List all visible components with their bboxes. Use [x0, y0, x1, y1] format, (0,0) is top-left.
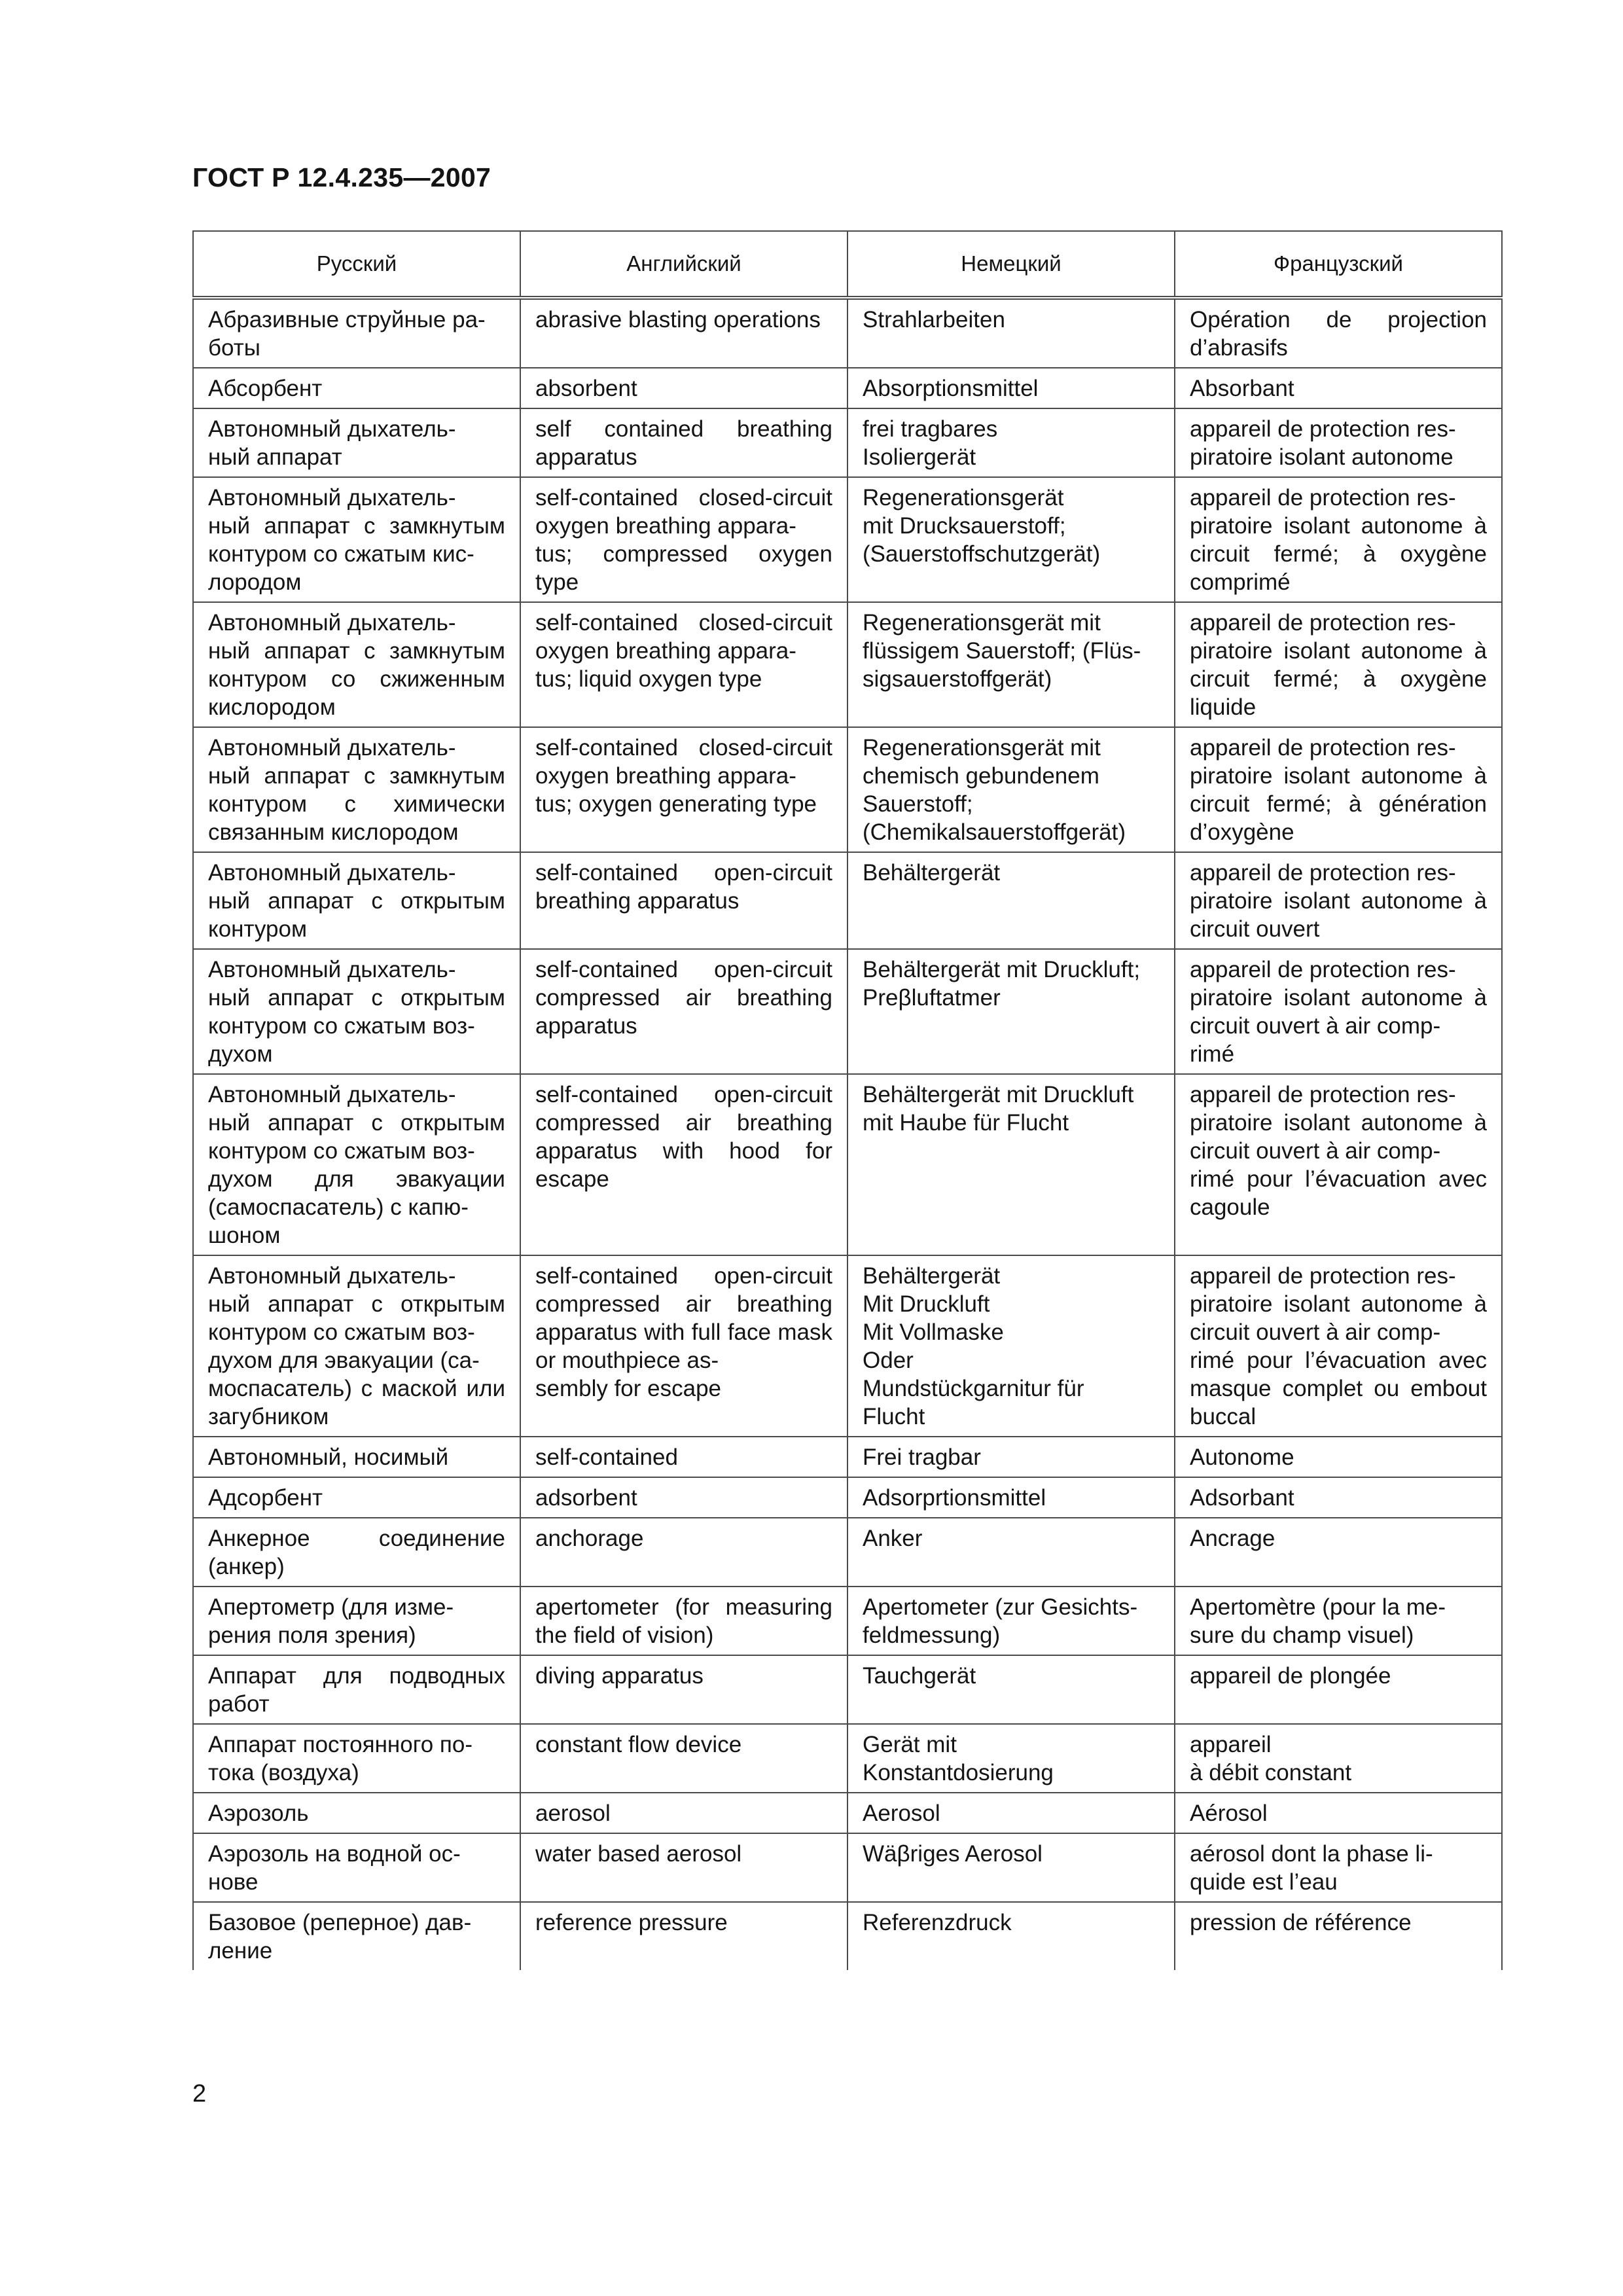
table-row [193, 1902, 1502, 1970]
table-row [193, 298, 1502, 368]
table-row [193, 1724, 1502, 1793]
term-french: appareil de protection res- piratoire isolant autonome à circuit ouvert [1175, 852, 1502, 949]
term-russian: Автономный дыхатель- ный аппарат с замкнутым контуром со сжатым кис- лородом [193, 477, 520, 602]
term-english: self-contained open-circuit compressed air breathing apparatus [520, 949, 847, 1074]
term-german: Strahlarbeiten [847, 298, 1175, 368]
table-row [193, 1518, 1502, 1587]
term-russian: Автономный дыхатель- ный аппарат с открытым контуром со сжатым воз- духом для эвакуации (самоспасатель) с капю- шоном [193, 1074, 520, 1255]
term-english: self-contained closed-circuit oxygen breathing appara- tus; liquid oxygen type [520, 602, 847, 727]
term-english: aerosol [520, 1793, 847, 1833]
table-row [193, 368, 1502, 408]
term-german: Behältergerät mit Druckluft mit Haube für Flucht [847, 1074, 1175, 1255]
term-german: Behältergerät Mit Druckluft Mit Vollmaske Oder Mundstückgarnitur für Flucht [847, 1255, 1175, 1437]
term-english: self-contained closed-circuit oxygen breathing appara- tus; oxygen generating type [520, 727, 847, 852]
term-german: Regenerationsgerät mit flüssigem Sauerstoff; (Flüs- sigsauerstoffgerät) [847, 602, 1175, 727]
term-french: appareil de protection res- piratoire isolant autonome à circuit ouvert à air comp- rimé [1175, 949, 1502, 1074]
term-russian: Автономный дыхатель- ный аппарат с открытым контуром [193, 852, 520, 949]
page-number: 2 [192, 2080, 207, 2108]
term-english: self contained breathing apparatus [520, 408, 847, 477]
term-russian: Автономный, носимый [193, 1437, 520, 1477]
term-german: Gerät mit Konstantdosierung [847, 1724, 1175, 1793]
term-english: adsorbent [520, 1477, 847, 1518]
term-russian: Аппарат постоянного по- тока (воздуха) [193, 1724, 520, 1793]
term-french: appareil de protection res- piratoire isolant autonome à circuit ouvert à air comp- rimé pour l’évacuation avec cagoule [1175, 1074, 1502, 1255]
term-english: apertometer (for measuring the field of vision) [520, 1587, 847, 1655]
column-header-russian: Русский [193, 231, 520, 298]
term-russian: Адсорбент [193, 1477, 520, 1518]
column-header-german: Немецкий [847, 231, 1175, 298]
term-french: appareil de protection res- piratoire isolant autonome à circuit ouvert à air comp- rimé pour l’évacuation avec masque complet ou embout buccal [1175, 1255, 1502, 1437]
table-row [193, 1255, 1502, 1437]
term-russian: Автономный дыхатель- ный аппарат [193, 408, 520, 477]
term-german: Apertometer (zur Gesichts- feldmessung) [847, 1587, 1175, 1655]
term-english: diving apparatus [520, 1655, 847, 1724]
term-french: pression de référence [1175, 1902, 1502, 1970]
table-row [193, 1587, 1502, 1655]
table-row [193, 1655, 1502, 1724]
term-french: appareil de plongée [1175, 1655, 1502, 1724]
term-german: frei tragbares Isoliergerät [847, 408, 1175, 477]
term-russian: Автономный дыхатель- ный аппарат с открытым контуром со сжатым воз- духом для эвакуации (са- моспасатель) с маской или загубником [193, 1255, 520, 1437]
term-german: Anker [847, 1518, 1175, 1587]
table-row [193, 727, 1502, 852]
term-french: Ancrage [1175, 1518, 1502, 1587]
column-header-english: Английский [520, 231, 847, 298]
term-german: Frei tragbar [847, 1437, 1175, 1477]
table-row [193, 408, 1502, 477]
term-french: Autonome [1175, 1437, 1502, 1477]
term-english: self-contained [520, 1437, 847, 1477]
term-english: anchorage [520, 1518, 847, 1587]
term-french: appareil à débit constant [1175, 1724, 1502, 1793]
term-russian: Апертометр (для изме- рения поля зрения) [193, 1587, 520, 1655]
term-french: appareil de protection res- piratoire isolant autonome à circuit fermé; à oxygène liquide [1175, 602, 1502, 727]
term-german: Tauchgerät [847, 1655, 1175, 1724]
table-row [193, 602, 1502, 727]
table-row [193, 949, 1502, 1074]
term-russian: Абразивные струйные ра- боты [193, 298, 520, 368]
term-english: self-contained open-circuit breathing apparatus [520, 852, 847, 949]
column-header-french: Французский [1175, 231, 1502, 298]
term-french: Absorbant [1175, 368, 1502, 408]
table-body [193, 298, 1502, 1970]
term-french: appareil de protection res- piratoire isolant autonome à circuit fermé; à oxygène comprimé [1175, 477, 1502, 602]
term-french: appareil de protection res- piratoire isolant autonome [1175, 408, 1502, 477]
table-row [193, 1833, 1502, 1902]
term-german: Referenzdruck [847, 1902, 1175, 1970]
term-russian: Базовое (реперное) дав- ление [193, 1902, 520, 1970]
term-russian: Аппарат для подводных работ [193, 1655, 520, 1724]
term-french: aérosol dont la phase li- quide est l’eau [1175, 1833, 1502, 1902]
term-german: Wäβriges Aerosol [847, 1833, 1175, 1902]
table-row [193, 1074, 1502, 1255]
term-russian: Аэрозоль [193, 1793, 520, 1833]
term-english: water based aerosol [520, 1833, 847, 1902]
term-russian: Автономный дыхатель- ный аппарат с замкнутым контуром с химически связанным кислородом [193, 727, 520, 852]
table-row [193, 1793, 1502, 1833]
term-german: Adsorprtionsmittel [847, 1477, 1175, 1518]
term-russian: Автономный дыхатель- ный аппарат с замкнутым контуром со сжиженным кислородом [193, 602, 520, 727]
term-english: self-contained open-circuit compressed air breathing apparatus with hood for escape [520, 1074, 847, 1255]
term-french: Apertomètre (pour la me- sure du champ visuel) [1175, 1587, 1502, 1655]
terminology-table [192, 230, 1503, 1970]
table-row [193, 1477, 1502, 1518]
term-russian: Автономный дыхатель- ный аппарат с открытым контуром со сжатым воз- духом [193, 949, 520, 1074]
term-french: appareil de protection res- piratoire isolant autonome à circuit fermé; à génération d’oxygène [1175, 727, 1502, 852]
table-row [193, 477, 1502, 602]
term-english: absorbent [520, 368, 847, 408]
term-english: reference pressure [520, 1902, 847, 1970]
term-english: abrasive blasting operations [520, 298, 847, 368]
term-russian: Анкерное соединение (анкер) [193, 1518, 520, 1587]
term-french: Aérosol [1175, 1793, 1502, 1833]
term-german: Regenerationsgerät mit Drucksauerstoff; (Sauerstoffschutzgerät) [847, 477, 1175, 602]
term-english: constant flow device [520, 1724, 847, 1793]
term-russian: Абсорбент [193, 368, 520, 408]
term-english: self-contained open-circuit compressed air breathing apparatus with full face mask or mouthpiece as- sembly for escape [520, 1255, 847, 1437]
table-row [193, 852, 1502, 949]
term-russian: Аэрозоль на водной ос- нове [193, 1833, 520, 1902]
term-german: Behältergerät [847, 852, 1175, 949]
term-french: Adsorbant [1175, 1477, 1502, 1518]
term-german: Aerosol [847, 1793, 1175, 1833]
term-english: self-contained closed-circuit oxygen breathing appara- tus; compressed oxygen type [520, 477, 847, 602]
document-header: ГОСТ Р 12.4.235—2007 [192, 162, 491, 192]
table-row [193, 1437, 1502, 1477]
table-header-row [193, 231, 1502, 298]
term-german: Behältergerät mit Druckluft; Preβluftatmer [847, 949, 1175, 1074]
term-german: Regenerationsgerät mit chemisch gebundenem Sauerstoff; (Chemikalsauerstoffgerät) [847, 727, 1175, 852]
term-german: Absorptionsmittel [847, 368, 1175, 408]
term-french: Opération de projection d’abrasifs [1175, 298, 1502, 368]
